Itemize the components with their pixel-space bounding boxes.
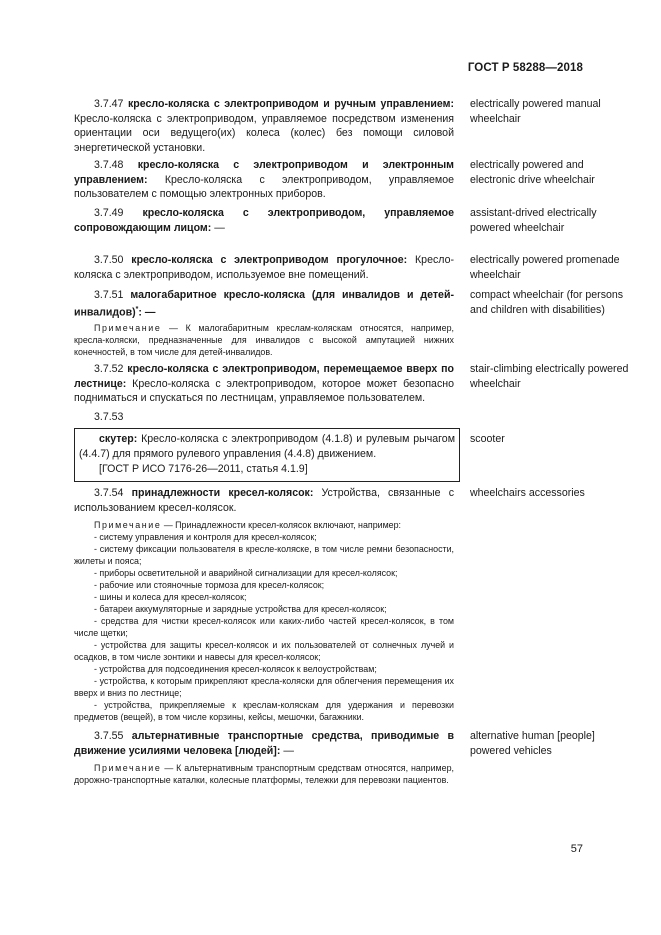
entry-english-term: alternative human [people] powered vehicles: [470, 730, 595, 757]
entry-note: [74, 322, 454, 358]
entry-text: [74, 206, 454, 235]
entry-definition: : —: [138, 306, 156, 319]
entry-text: [74, 253, 454, 282]
entry-term: малогабаритное кресло-коляска (для инвалидов и детей-инвалидов): [74, 289, 454, 319]
entry-term: кресло-коляска с электроприводом, управляемое сопровождающим лицом:: [74, 207, 454, 234]
entry-definition: Устройства, связанные с использованием кресел-колясок.: [74, 487, 454, 514]
entry-text: [79, 432, 455, 461]
entry-number: 3.7.54: [94, 487, 124, 499]
note-text: — К альтернативным транспортным средствам относятся, например, дорожно-транспортные каталки, колесные платформы, тележки для перевозки пациентов.: [74, 763, 454, 785]
footnote-marker: *: [135, 305, 139, 313]
entry-term: кресло-коляска с электроприводом и ручным управлением:: [127, 98, 454, 110]
entry-term: принадлежности кресел-колясок:: [131, 487, 314, 499]
entry-text: [74, 288, 454, 320]
list-item: - рабочие или стояночные тормоза для кресел-колясок;: [94, 580, 325, 590]
list-item: - шины и колеса для кресел-колясок;: [94, 592, 247, 602]
entry-term: кресло-коляска с электроприводом прогулочное:: [131, 254, 408, 266]
entry-text: [74, 158, 454, 202]
entry-english-term: electrically powered and electronic drive wheelchair: [470, 159, 595, 186]
entry-number: 3.7.49: [94, 207, 124, 219]
entry-english-term: scooter: [470, 433, 505, 445]
entry-number: 3.7.53: [94, 411, 124, 423]
source-reference: [ГОСТ Р ИСО 7176-26—2011, статья 4.1.9]: [99, 463, 308, 475]
entry-term: кресло-коляска с электроприводом, перемещаемое вверх по лестнице:: [74, 363, 454, 390]
note-label: Примечание: [94, 520, 162, 530]
entry-definition: Кресло-коляска с электроприводом (4.1.8) и рулевым рычагом (4.4.7) для прямого рулевого управления (4.4.8) движением.: [79, 433, 455, 460]
entry-text: [74, 486, 454, 515]
entry-term: альтернативные транспортные средства, приводимые в движение усилиями человека [людей]:: [74, 730, 454, 757]
entry-note: [74, 762, 454, 786]
list-item: - устройства, прикрепляемые к креслам-коляскам для удержания и перевозки предметов (вещей), в том числе корзины, кейсы, мешочки, багажники.: [74, 700, 454, 722]
entry-english-term: electrically powered promenade wheelchair: [470, 254, 620, 281]
entry-definition: —: [211, 221, 225, 234]
entry-definition: Кресло-коляска с электроприводом, управляемое пользователем с помощью электронных приборов.: [74, 173, 454, 200]
entry-term: кресло-коляска с электроприводом и электронным управлением:: [74, 159, 454, 186]
list-item: - систему фиксации пользователя в кресле-коляске, в том числе ремни безопасности, жилеты и пояса;: [74, 544, 454, 566]
entry-number: 3.7.50: [94, 254, 124, 266]
list-item: - устройства для подсоединения кресел-колясок к велоустройствам;: [94, 664, 377, 674]
entry-english-term: electrically powered manual wheelchair: [470, 98, 601, 125]
list-item: - устройства, к которым прикрепляют кресла-коляски для облегчения перемещения их вверх и вниз по лестнице;: [74, 676, 454, 698]
entry-note: [74, 519, 454, 723]
entry-text: [74, 97, 454, 155]
entry-number: 3.7.55: [94, 730, 124, 742]
entry-definition: Кресло-коляска с электроприводом, которое может безопасно подниматься и спускаться по лестницам, управляемое пользователем.: [74, 377, 454, 404]
entry-number: 3.7.47: [94, 98, 124, 110]
entry-english-term: compact wheelchair (for persons and children with disabilities): [470, 289, 624, 316]
entry-english-term: assistant-drived electrically powered wheelchair: [470, 207, 597, 234]
entry-definition: Кресло-коляска с электроприводом, используемое вне помещений.: [74, 254, 454, 281]
note-label: Примечание: [94, 763, 162, 773]
entry-text: [74, 362, 454, 406]
list-item: - систему управления и контроля для кресел-колясок;: [94, 532, 317, 542]
quoted-definition-box: [74, 428, 460, 482]
entry-text: [74, 729, 454, 758]
entry-number: 3.7.48: [94, 159, 124, 171]
entry-number: 3.7.51: [94, 289, 124, 301]
entry-english-term: wheelchairs accessories: [470, 487, 585, 499]
note-text: — К малогабаритным креслам-коляскам относятся, например, кресла-коляски, предназначенные для инвалидов с высокой ампутацией нижних конечностей, в том числе для детей-инвалидов.: [74, 323, 454, 357]
entry-english-term: stair-climbing electrically powered wheelchair: [470, 363, 629, 390]
note-label: Примечание: [94, 323, 162, 333]
page-number: 57: [570, 843, 583, 855]
list-item: - устройства для защиты кресел-колясок и их пользователей от солнечных лучей и осадков, в том числе зонтики и навесы для кресел-колясок;: [74, 640, 454, 662]
entry-definition: —: [280, 744, 294, 757]
list-item: - батареи аккумуляторные и зарядные устройства для кресел-колясок;: [94, 604, 387, 614]
entry-number: 3.7.52: [94, 363, 124, 375]
list-item: - средства для чистки кресел-колясок или каких-либо частей кресел-колясок, в том числе щетки;: [74, 616, 454, 638]
entry-term: скутер:: [99, 433, 138, 445]
page-header: ГОСТ Р 58288—2018: [467, 62, 583, 74]
entry-definition: Кресло-коляска с электроприводом, управляемое посредством изменения ориентации оси ведущего(их) колеса (колес) без помощи силовой энергетической установки.: [74, 112, 454, 154]
note-text: — Принадлежности кресел-колясок включают, например:: [161, 520, 402, 530]
list-item: - приборы осветительной и аварийной сигнализации для кресел-колясок;: [94, 568, 398, 578]
